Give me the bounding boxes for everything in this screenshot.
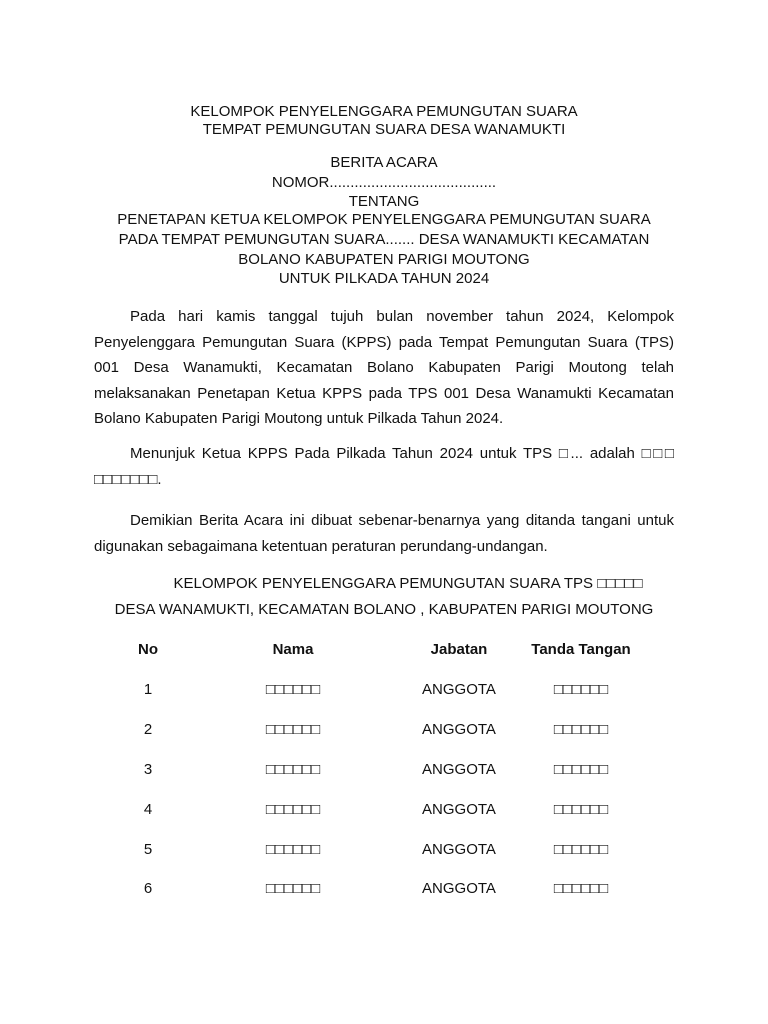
table-cell-tanda-tangan: □□□□□□ <box>553 681 609 698</box>
table-header-jabatan: Jabatan <box>430 641 488 658</box>
body-paragraph-2 <box>94 441 674 492</box>
table-cell-tanda-tangan: □□□□□□ <box>553 801 609 818</box>
header-line-2: TEMPAT PEMUNGUTAN SUARA DESA WANAMUKTI <box>202 121 566 138</box>
table-cell-no: 5 <box>143 841 153 858</box>
table-cell-jabatan: ANGGOTA <box>422 880 496 897</box>
table-cell-nama: □□□□□□ <box>265 721 321 738</box>
doc-subject-line-1: PENETAPAN KETUA KELOMPOK PENYELENGGARA PEMUNGUTAN SUARA <box>117 211 651 228</box>
body-paragraph-3-text: Demikian Berita Acara ini dibuat sebenar-benarnya yang ditanda tangani untuk digunakan sebagaimana ketentuan peraturan perundang-undangan. <box>94 512 674 555</box>
table-cell-no: 2 <box>143 721 153 738</box>
table-header-tanda-tangan: Tanda Tangan <box>531 641 631 658</box>
table-cell-tanda-tangan: □□□□□□ <box>553 880 609 897</box>
doc-subject-line-2: PADA TEMPAT PEMUNGUTAN SUARA....... DESA WANAMUKTI KECAMATAN <box>118 231 650 248</box>
table-cell-jabatan: ANGGOTA <box>422 761 496 778</box>
table-cell-jabatan: ANGGOTA <box>422 841 496 858</box>
body-paragraph-1 <box>94 304 674 432</box>
body-paragraph-3 <box>94 508 674 559</box>
table-cell-nama: □□□□□□ <box>265 681 321 698</box>
signatory-line-1: KELOMPOK PENYELENGGARA PEMUNGUTAN SUARA TPS □□□□□ <box>173 575 643 592</box>
table-cell-tanda-tangan: □□□□□□ <box>553 761 609 778</box>
body-paragraph-2-text: Menunjuk Ketua KPPS Pada Pilkada Tahun 2024 untuk TPS □... adalah □□□ □□□□□□□. <box>94 445 674 488</box>
table-cell-jabatan: ANGGOTA <box>422 681 496 698</box>
table-cell-nama: □□□□□□ <box>265 841 321 858</box>
table-cell-no: 3 <box>143 761 153 778</box>
table-header-nama: Nama <box>272 641 314 658</box>
table-cell-nama: □□□□□□ <box>265 880 321 897</box>
table-cell-jabatan: ANGGOTA <box>422 721 496 738</box>
header-line-1: KELOMPOK PENYELENGGARA PEMUNGUTAN SUARA <box>190 103 578 120</box>
table-cell-no: 6 <box>143 880 153 897</box>
doc-number: NOMOR........................................ <box>271 174 497 191</box>
doc-subject-line-4: UNTUK PILKADA TAHUN 2024 <box>278 270 490 287</box>
table-cell-nama: □□□□□□ <box>265 801 321 818</box>
table-cell-nama: □□□□□□ <box>265 761 321 778</box>
table-cell-tanda-tangan: □□□□□□ <box>553 721 609 738</box>
table-header-no: No <box>138 641 158 658</box>
doc-title: BERITA ACARA <box>330 154 438 171</box>
table-cell-tanda-tangan: □□□□□□ <box>553 841 609 858</box>
signatory-line-2: DESA WANAMUKTI, KECAMATAN BOLANO , KABUPATEN PARIGI MOUTONG <box>114 601 654 618</box>
table-cell-no: 1 <box>143 681 153 698</box>
doc-about-label: TENTANG <box>348 193 420 210</box>
body-paragraph-1-text: Pada hari kamis tanggal tujuh bulan november tahun 2024, Kelompok Penyelenggara Pemungutan Suara (KPPS) pada Tempat Pemungutan Suara (TPS) 001 Desa Wanamukti, Kecamatan Bolano Kabupaten Parigi Moutong telah melaksanakan Penetapan Ketua KPPS pada TPS 001 Desa Wanamukti Kecamatan Bolano Kabupaten Parigi Moutong untuk Pilkada Tahun 2024. <box>94 308 674 427</box>
doc-subject-line-3: BOLANO KABUPATEN PARIGI MOUTONG <box>238 251 530 268</box>
table-cell-jabatan: ANGGOTA <box>422 801 496 818</box>
table-cell-no: 4 <box>143 801 153 818</box>
